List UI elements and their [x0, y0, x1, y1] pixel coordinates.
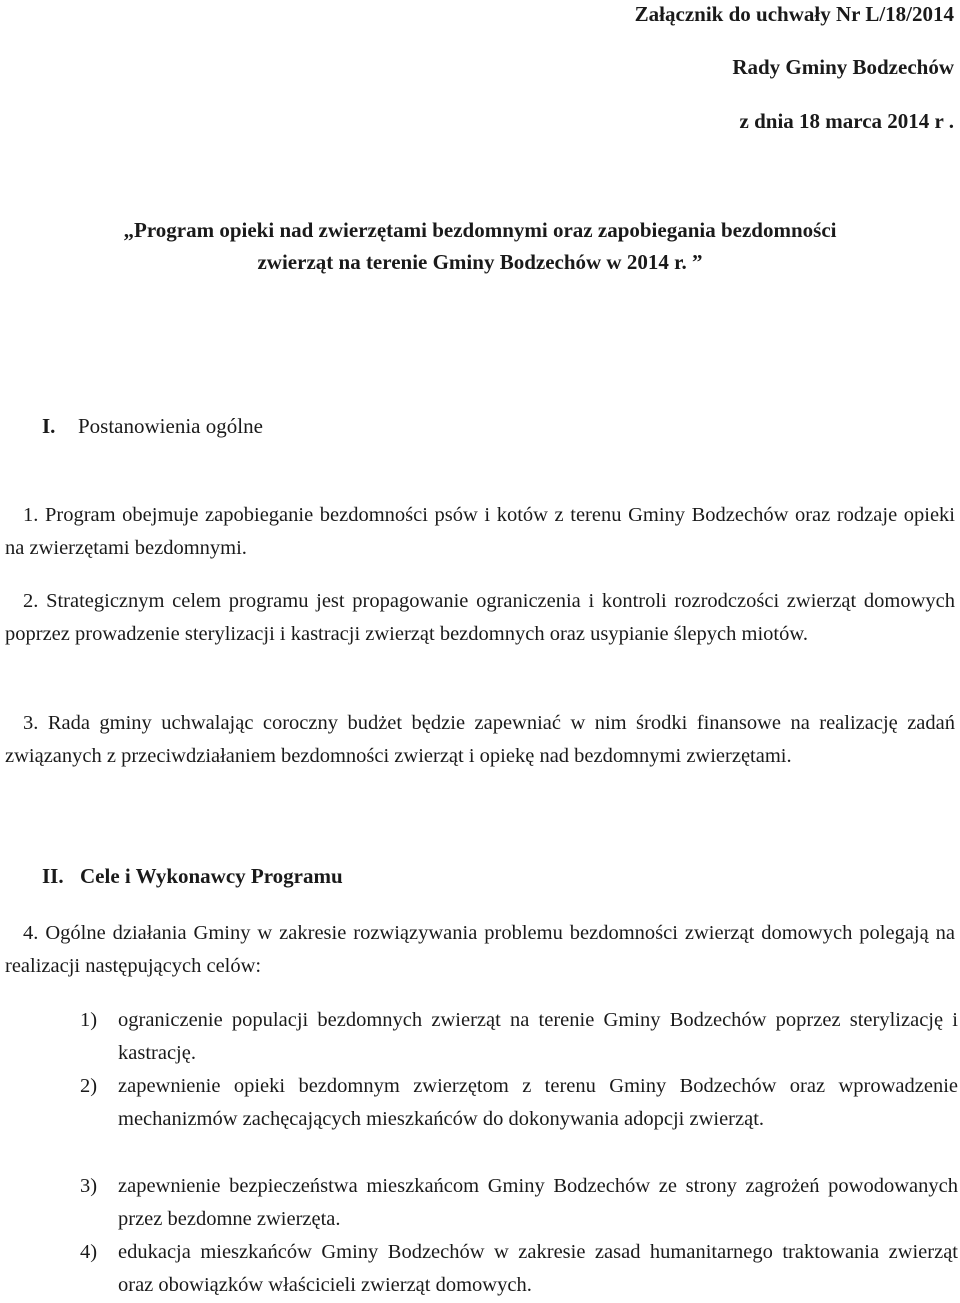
- goal-3-number: 3): [80, 1175, 98, 1197]
- paragraph-2-text: Strategicznym celem programu jest propagowanie ograniczenia i kontroli rozrodczości zwierząt domowych poprzez prowadzenie sterylizacji i kastracji zwierząt bezdomnych oraz usypianie ślepych miotów.: [5, 590, 956, 645]
- attachment-header-line2: Rady Gminy Bodzechów: [732, 55, 954, 79]
- paragraph-2-number: 2.: [23, 590, 39, 612]
- program-title-line1: „Program opieki nad zwierzętami bezdomnymi oraz zapobiegania bezdomności: [123, 218, 837, 242]
- goal-1-text: ograniczenie populacji bezdomnych zwierząt na terenie Gminy Bodzechów poprzez sterylizację i kastrację.: [118, 1009, 958, 1064]
- section-2-heading: Cele i Wykonawcy Programu: [80, 864, 343, 888]
- paragraph-4-text: Ogólne działania Gminy w zakresie rozwiązywania problemu bezdomności zwierząt domowych polegają na realizacji następujących celów:: [5, 922, 956, 977]
- section-2-numeral: II.: [42, 864, 64, 888]
- goal-2-text: zapewnienie opieki bezdomnym zwierzętom z terenu Gminy Bodzechów oraz wprowadzenie mechanizmów zachęcających mieszkańców do dokonywania adopcji zwierząt.: [118, 1075, 958, 1130]
- paragraph-4: [5, 917, 955, 983]
- goal-4-text: edukacja mieszkańców Gminy Bodzechów w zakresie zasad humanitarnego traktowania zwierząt oraz obowiązków właścicieli zwierząt domowych.: [118, 1241, 958, 1296]
- section-1-heading: Postanowienia ogólne: [78, 414, 263, 438]
- section-1-numeral: I.: [42, 414, 56, 438]
- paragraph-4-number: 4.: [23, 922, 39, 944]
- paragraph-1-number: 1.: [23, 504, 39, 526]
- goal-4-number: 4): [80, 1241, 98, 1263]
- attachment-header-date: z dnia 18 marca 2014 r .: [739, 109, 954, 133]
- paragraph-2: [5, 585, 955, 651]
- goal-2-number: 2): [80, 1075, 98, 1097]
- paragraph-3-text: Rada gminy uchwalając coroczny budżet będzie zapewniać w nim środki finansowe na realizację zadań związanych z przeciwdziałaniem bezdomności zwierząt i opiekę nad bezdomnymi zwierzętami.: [5, 712, 955, 767]
- goal-1-number: 1): [80, 1009, 98, 1031]
- goal-list-item-2: [80, 1070, 958, 1136]
- goal-list-item-3: [80, 1170, 958, 1236]
- paragraph-1: [5, 499, 955, 565]
- program-title-line2: zwierząt na terenie Gminy Bodzechów w 2014 r. ”: [257, 250, 703, 274]
- paragraph-3: [5, 707, 955, 773]
- attachment-header-line1: Załącznik do uchwały Nr L/18/2014: [634, 2, 954, 26]
- goal-list-item-1: [80, 1004, 958, 1070]
- goal-list-item-4: [80, 1236, 958, 1302]
- goal-3-text: zapewnienie bezpieczeństwa mieszkańcom Gminy Bodzechów ze strony zagrożeń powodowanych przez bezdomne zwierzęta.: [118, 1175, 958, 1230]
- paragraph-1-text: Program obejmuje zapobieganie bezdomności psów i kotów z terenu Gminy Bodzechów oraz rodzaje opieki na zwierzętami bezdomnymi.: [5, 504, 956, 559]
- paragraph-3-number: 3.: [23, 712, 39, 734]
